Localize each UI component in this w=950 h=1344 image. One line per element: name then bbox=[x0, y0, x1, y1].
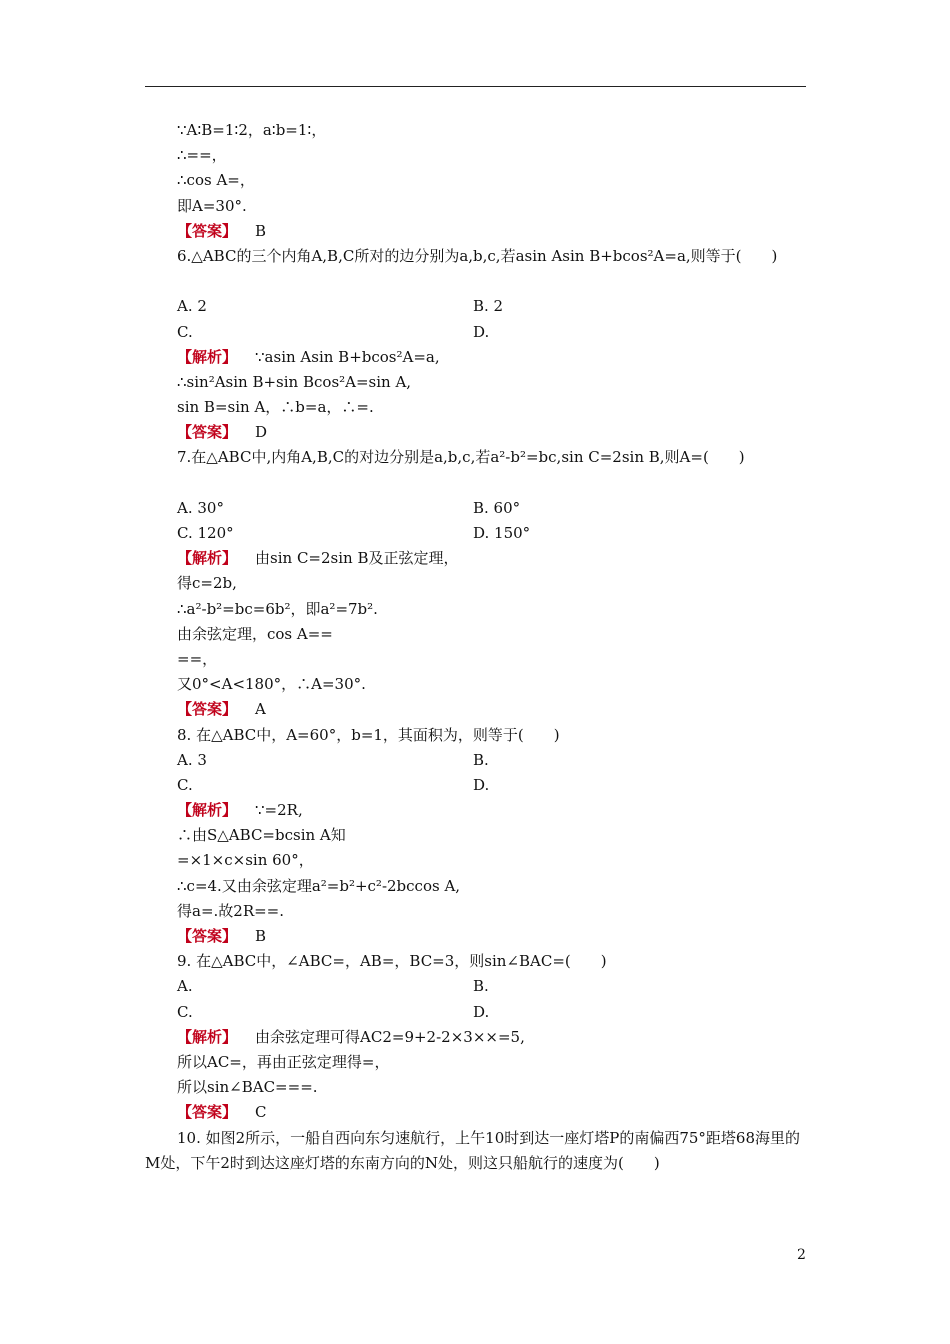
option-right: D. bbox=[473, 322, 490, 341]
body-line: ∴==， bbox=[177, 146, 227, 165]
option-right: D. 150° bbox=[473, 524, 531, 543]
answer-text: A bbox=[255, 700, 266, 719]
option-row bbox=[145, 496, 815, 521]
answer-line bbox=[145, 924, 815, 949]
page-number: 2 bbox=[797, 1247, 806, 1263]
body-line: 8. 在△ABC中，A=60°，b=1，其面积为，则等于( ) bbox=[177, 725, 560, 744]
answer-tag: 【解析】 bbox=[177, 347, 238, 366]
answer-line bbox=[145, 798, 815, 823]
answer-line bbox=[145, 420, 815, 445]
question-text: 7.在△ABC中,内角A,B,C的对边分别是a,b,c,若a²-b²=bc,sin C=2sin B,则A=( ) bbox=[177, 448, 745, 467]
body-line: 得a=.故2R==. bbox=[177, 901, 285, 920]
option-left: C. bbox=[177, 322, 193, 341]
answer-tag: 【答案】 bbox=[177, 1103, 238, 1122]
answer-tag: 【解析】 bbox=[177, 1027, 238, 1046]
option-left: A. 2 bbox=[177, 297, 207, 316]
option-row bbox=[145, 974, 815, 999]
body-line: ∴c=4.又由余弦定理a²=b²+c²-2bccos A, bbox=[177, 876, 461, 895]
header-rule bbox=[145, 86, 806, 87]
answer-text: 由余弦定理可得AC2=9+2-2×3××=5, bbox=[255, 1027, 525, 1046]
answer-text: ∵=2R, bbox=[255, 801, 303, 820]
option-right: B. 60° bbox=[473, 498, 521, 517]
option-row bbox=[145, 294, 815, 319]
body-line: ∴cos A=， bbox=[177, 171, 255, 190]
option-left: C. 120° bbox=[177, 524, 234, 543]
answer-tag: 【答案】 bbox=[177, 927, 238, 946]
body-line: 由余弦定理，cos A== bbox=[177, 624, 333, 643]
answer-tag: 【解析】 bbox=[177, 801, 238, 820]
body-line: sin B=sin A，∴b=a，∴=. bbox=[177, 398, 374, 417]
document-body bbox=[145, 118, 815, 1176]
option-row bbox=[145, 1000, 815, 1025]
option-left: C. bbox=[177, 1002, 193, 1021]
option-left: A. 3 bbox=[177, 750, 207, 769]
option-left: A. bbox=[177, 977, 193, 996]
answer-text: C bbox=[255, 1103, 267, 1122]
answer-line bbox=[145, 345, 815, 370]
option-row bbox=[145, 320, 815, 345]
body-line: 9. 在△ABC中，∠ABC=，AB=，BC=3，则sin∠BAC=( ) bbox=[177, 952, 607, 971]
answer-tag: 【答案】 bbox=[177, 423, 238, 442]
answer-line bbox=[145, 1100, 815, 1125]
option-row bbox=[145, 521, 815, 546]
answer-tag: 【答案】 bbox=[177, 221, 238, 240]
body-line: ∴sin²Asin B+sin Bcos²A=sin A, bbox=[177, 372, 412, 391]
answer-text: D bbox=[255, 423, 268, 442]
answer-line bbox=[145, 1025, 815, 1050]
option-right: B. 2 bbox=[473, 297, 504, 316]
body-line: 所以AC=，再由正弦定理得=， bbox=[177, 1052, 390, 1071]
body-line: 又0°<A<180°，∴A=30°. bbox=[177, 675, 366, 694]
option-right: D. bbox=[473, 1002, 490, 1021]
body-line: 所以sin∠BAC===. bbox=[177, 1078, 318, 1097]
answer-line bbox=[145, 546, 815, 571]
body-line: ∴由S△ABC=bcsin A知 bbox=[177, 826, 346, 845]
answer-tag: 【解析】 bbox=[177, 549, 238, 568]
option-row bbox=[145, 748, 815, 773]
body-line: ==， bbox=[177, 649, 218, 668]
question-text: 6.△ABC的三个内角A,B,C所对的边分别为a,b,c,若asin Asin B+bcos²A=a,则等于( ) bbox=[177, 246, 778, 265]
option-right: B. bbox=[473, 977, 489, 996]
body-line: 即A=30°. bbox=[177, 196, 247, 215]
answer-text: 由sin C=2sin B及正弦定理， bbox=[255, 549, 459, 568]
answer-text: B bbox=[255, 927, 267, 946]
answer-line bbox=[145, 219, 815, 244]
option-left: A. 30° bbox=[177, 498, 224, 517]
answer-text: ∵asin Asin B+bcos²A=a, bbox=[255, 347, 440, 366]
option-right: B. bbox=[473, 750, 489, 769]
body-line: =×1×c×sin 60°， bbox=[177, 851, 314, 870]
option-row bbox=[145, 773, 815, 798]
body-line: ∴a²-b²=bc=6b²，即a²=7b². bbox=[177, 599, 378, 618]
option-right: D. bbox=[473, 775, 490, 794]
body-line: ∵A∶B=1∶2，a∶b=1∶， bbox=[177, 121, 327, 139]
answer-text: B bbox=[255, 221, 267, 240]
body-line: 得c=2b, bbox=[177, 574, 237, 593]
answer-tag: 【答案】 bbox=[177, 700, 238, 719]
answer-line bbox=[145, 697, 815, 722]
question-text: 10. 如图2所示，一船自西向东匀速航行，上午10时到达一座灯塔P的南偏西75°距塔68海里的M处，下午2时到达这座灯塔的东南方向的N处，则这只船航行的速度为( ) bbox=[145, 1128, 801, 1172]
option-left: C. bbox=[177, 775, 193, 794]
